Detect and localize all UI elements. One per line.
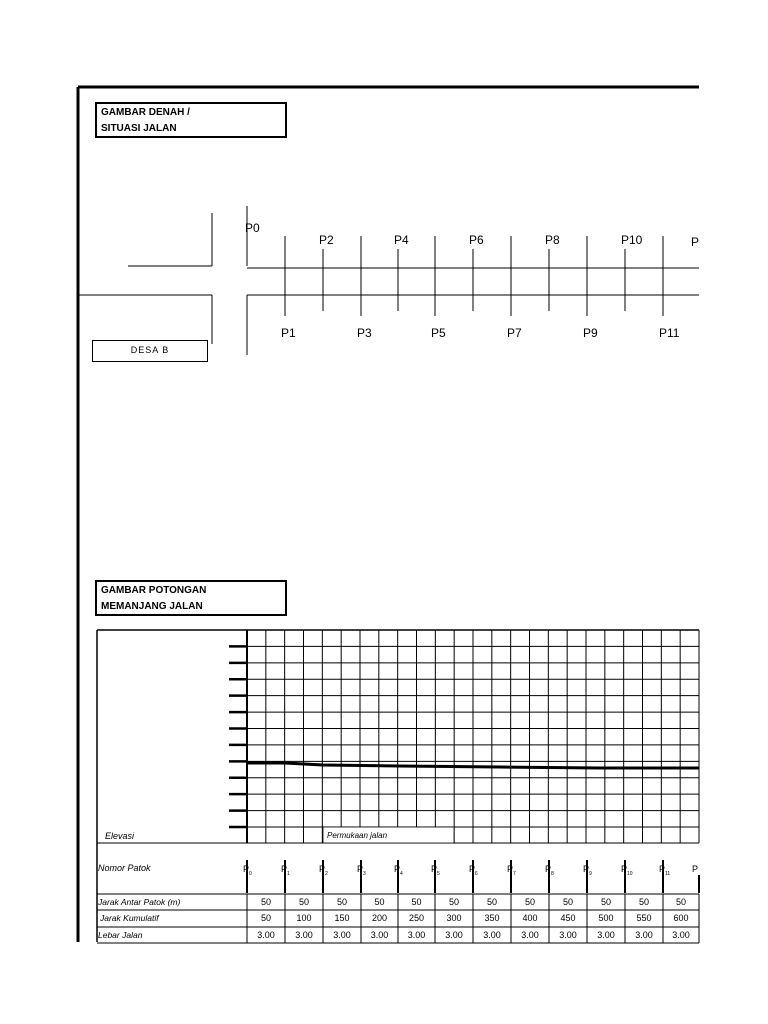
lebar-jalan-cell: 3.00 [672,930,690,940]
jarak-kumulatif-cell: 300 [446,913,462,923]
peg-label: P [691,235,700,249]
peg-label: P3 [357,326,372,340]
peg-label: P7 [507,326,522,340]
patok-label: $P_{10}$ [621,864,633,877]
lebar-jalan-cell: 3.00 [333,930,351,940]
patok-label: $P_2$ [319,864,328,877]
jarak-kumulatif-cell: 50 [260,913,272,923]
jarak-antar-cell: 50 [336,897,348,907]
jarak-kumulatif-cell: 100 [296,913,312,923]
jarak-kumulatif-cell: 450 [560,913,576,923]
jarak-antar-cell: 50 [448,897,460,907]
jarak-antar-cell: 50 [486,897,498,907]
peg-label: P5 [431,326,446,340]
peg-label: P0 [245,221,260,235]
jarak-antar-cell: 50 [260,897,272,907]
jarak-antar-cell: 50 [374,897,385,907]
peg-label: P10 [621,233,643,247]
lebar-jalan-cell: 3.00 [635,930,653,940]
patok-label: $P_3$ [357,864,366,877]
patok-label: $P_9$ [583,864,592,877]
row-label-jarak-antar: Jarak Antar Patok (m) [98,897,181,907]
plan-pegs [245,221,699,340]
patok-label: $P_8$ [545,864,554,877]
jarak-antar-cell: 50 [298,897,310,907]
jarak-antar-cell: 50 [638,897,650,907]
patok-label: $P_{11}$ [659,864,671,877]
lebar-jalan-cell: 3.00 [257,930,275,940]
jarak-kumulatif-cell: 500 [598,913,614,923]
peg-label: P1 [281,326,296,340]
jarak-kumulatif-cell: 150 [334,913,350,923]
row-label-jarak-kumulatif: Jarak Kumulatif [100,913,159,923]
jarak-kumulatif-cell: 350 [484,913,500,923]
surface-label: Permukaan jalan [327,831,388,840]
jarak-kumulatif-cell: 600 [673,913,689,923]
jarak-kumulatif-cell: 200 [371,913,388,923]
jarak-antar-cell: 50 [562,897,574,907]
plan-road [78,206,699,355]
jarak-kumulatif-cell: 400 [522,913,538,923]
jarak-antar-cell: 50 [524,897,536,907]
lebar-jalan-cell: 3.00 [295,930,313,940]
jarak-antar-cell: 50 [675,897,687,907]
lebar-jalan-cell: 3.00 [597,930,615,940]
patok-label: $P_7$ [507,864,516,877]
patok-label: $P_6$ [469,864,478,877]
elevasi-label: Elevasi [105,831,135,841]
patok-label: $P_5$ [431,864,440,877]
peg-label: P2 [319,233,334,247]
peg-label: P6 [469,233,484,247]
row-label-nomor-patok: Nomor Patok [98,863,151,873]
jarak-antar-cell: 50 [600,897,612,907]
lebar-jalan-cell: 3.00 [483,930,501,940]
jarak-antar-cell: 50 [411,897,422,907]
lebar-jalan-cell: 3.00 [370,930,389,940]
situasi-title-line1: GAMBAR DENAH / [101,107,190,118]
row-label-lebar-jalan: Lebar Jalan [98,930,143,940]
lebar-jalan-cell: 3.00 [559,930,577,940]
potongan-title-line2: MEMANJANG JALAN [101,601,203,612]
situasi-title-line2: SITUASI JALAN [101,123,177,134]
lebar-jalan-cell: 3.00 [407,930,426,940]
patok-label: $P_0$ [243,864,252,877]
lebar-jalan-cell: 3.00 [521,930,539,940]
potongan-title-line1: GAMBAR POTONGAN [101,585,207,596]
peg-label: P11 [659,326,680,340]
patok-label: $P_1$ [281,864,290,877]
lebar-jalan-cell: 3.00 [445,930,463,940]
profile-table [97,860,699,943]
jarak-kumulatif-cell: 550 [636,913,652,923]
peg-label: P8 [545,233,560,247]
peg-label: P9 [583,326,598,340]
patok-label: P [692,864,699,874]
desa-label: DESA B [92,340,208,362]
peg-label: P4 [394,233,409,247]
patok-label: $P_4$ [394,864,403,877]
jarak-kumulatif-cell: 250 [408,913,425,923]
